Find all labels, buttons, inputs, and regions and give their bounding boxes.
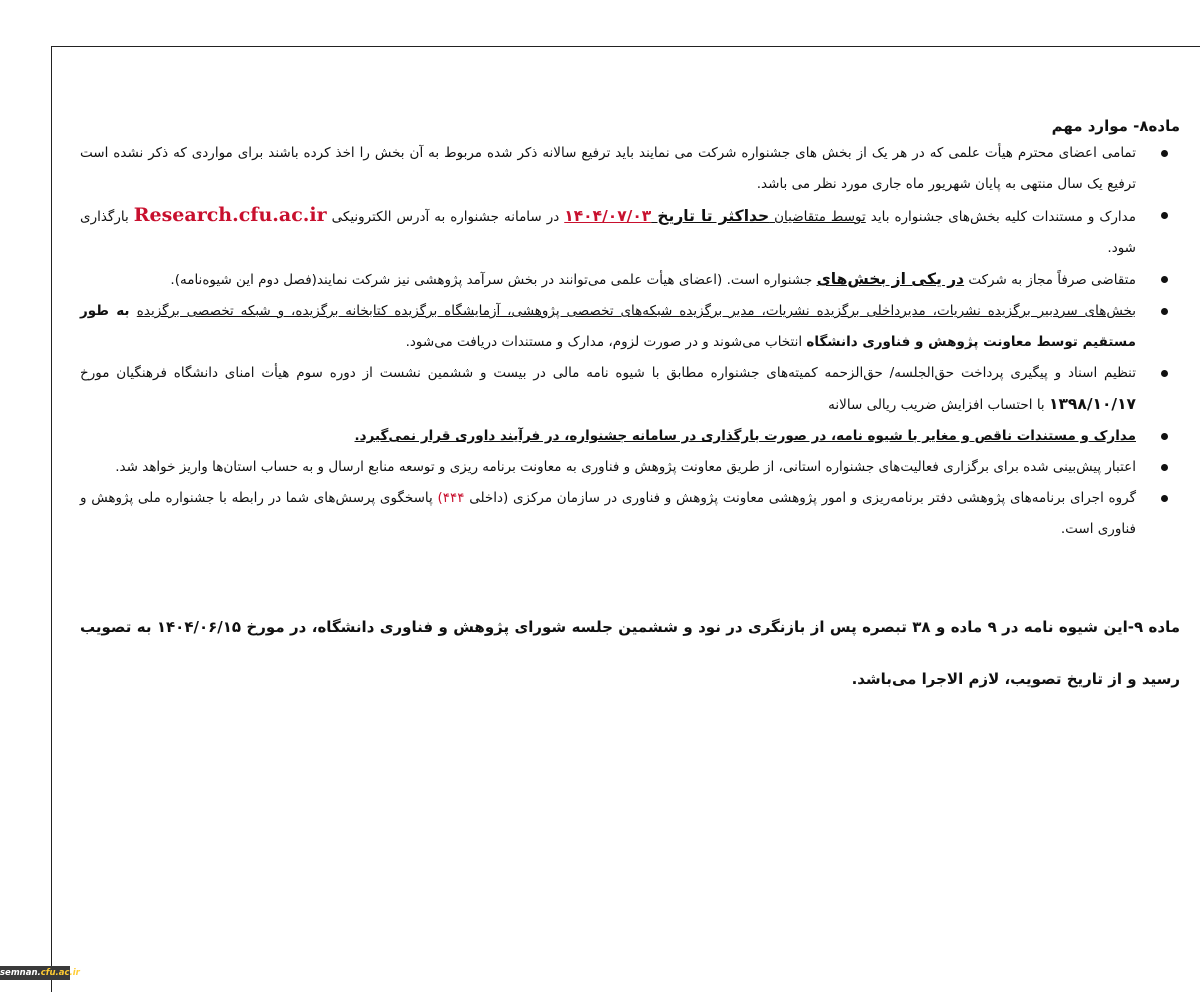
direct-selection-emphasis: به طور مستقیم توسط معاونت پژوهش و فناوری دانشگاه <box>80 303 1136 350</box>
footer-site-tag[interactable]: semnan.cfu.ac.ir <box>0 968 80 978</box>
list-item-text: تمامی اعضای محترم هیأت علمی که در هر یک از بخش های جشنواره شرکت می نمایند باید ترفیع سالانه ذکر شده مربوط به آن بخش را اخذ کرده باشند برای مواردی که ذکر نشده است ترفیع یک سال منتهی به پایان شهریور ماه جاری مورد نظر می باشد. <box>80 145 1136 192</box>
list-item-single-section: متقاضی صرفاً مجاز به شرکت در یکی از بخش‌های جشنواره است. (اعضای هیأت علمی می‌توانند در بخش سرآمد پژوهشی نیز شرکت نمایند(فصل دوم این شیوه‌نامه). <box>80 264 1180 296</box>
article-8-title: ماده۸- موارد مهم <box>1051 117 1180 135</box>
list-item-incomplete-documents: مدارک و مستندات ناقص و مغایر با شیوه نامه، در صورت بارگذاری در سامانه جشنواره، در فرآیند داوری قرار نمی‌گیرد. <box>80 421 1180 452</box>
list-item-contact-group: گروه اجرای برنامه‌های پژوهشی دفتر برنامه‌ریزی و امور پژوهشی معاونت پژوهش و فناوری در سازمان مرکزی (داخلی ۴۴۴) پاسخگوی پرسش‌های شما در رابطه با جشنواره ملی پژوهش و فناوری است. <box>80 483 1180 545</box>
extension-number: ۴۴۴) <box>437 490 465 506</box>
list-item-provincial-budget: اعتبار پیش‌بینی شده برای برگزاری فعالیت‌های جشنواره استانی، از طریق معاونت پژوهش و فناوری به معاونت برنامه ریزی و توسعه منابع ارسال و به حساب استان‌ها واریز خواهد شد. <box>80 452 1180 483</box>
deadline-date: ۱۴۰۴/۰۷/۰۳ <box>564 207 652 225</box>
article-9-paragraph: ماده ۹-این شیوه نامه در ۹ ماده و ۳۸ تبصره پس از بازنگری در نود و ششمین جلسه شورای پژوهش و فناوری دانشگاه، در مورخ ۱۴۰۴/۰۶/۱۵ به تصویب رسید و از تاریخ تصویب، لازم الاجرا می‌باشد. <box>80 618 1180 688</box>
list-item-upload-deadline: مدارک و مستندات کلیه بخش‌های جشنواره باید توسط متقاضیان حداکثر تا تاریخ ۱۴۰۴/۰۷/۰۳ در سامانه جشنواره به آدرس الکترونیکی Research.cfu.ac.ir بارگذاری شود. <box>80 200 1180 264</box>
left-border-line <box>51 46 52 992</box>
top-border-line <box>52 46 1200 47</box>
list-item-payments: تنظیم اسناد و پیگیری پرداخت حق‌الجلسه/ حق‌الزحمه کمیته‌های جشنواره مطابق با شیوه نامه مالی در بیست و ششمین نشست از دوره سوم هیأت امنای دانشگاه فرهنگیان مورخ ۱۳۹۸/۱۰/۱۷ با احتساب افزایش ضریب ریالی سالانه <box>80 358 1180 421</box>
article-8-list <box>80 138 1180 545</box>
document-body <box>80 84 1180 705</box>
list-item-promotion <box>80 138 1180 200</box>
single-section-emphasis: در یکی از بخش‌های <box>816 270 965 288</box>
deadline-label: حداکثر تا تاریخ <box>651 207 770 225</box>
board-meeting-date: ۱۳۹۸/۱۰/۱۷ <box>1048 395 1136 413</box>
list-item-selected-sections: بخش‌های سردبیر برگزیده نشریات، مدیرداخلی برگزیده نشریات، مدیر برگزیده شبکه‌های تخصصی پژوهشی، آزمایشگاه برگزیده کتابخانه برگزیده، و شبکه تخصصی برگزیده به طور مستقیم توسط معاونت پژوهش و فناوری دانشگاه انتخاب می‌شوند و در صورت لزوم، مدارک و مستندات دریافت می‌شود. <box>80 296 1180 358</box>
research-portal-link[interactable]: Research.cfu.ac.ir <box>133 204 327 226</box>
